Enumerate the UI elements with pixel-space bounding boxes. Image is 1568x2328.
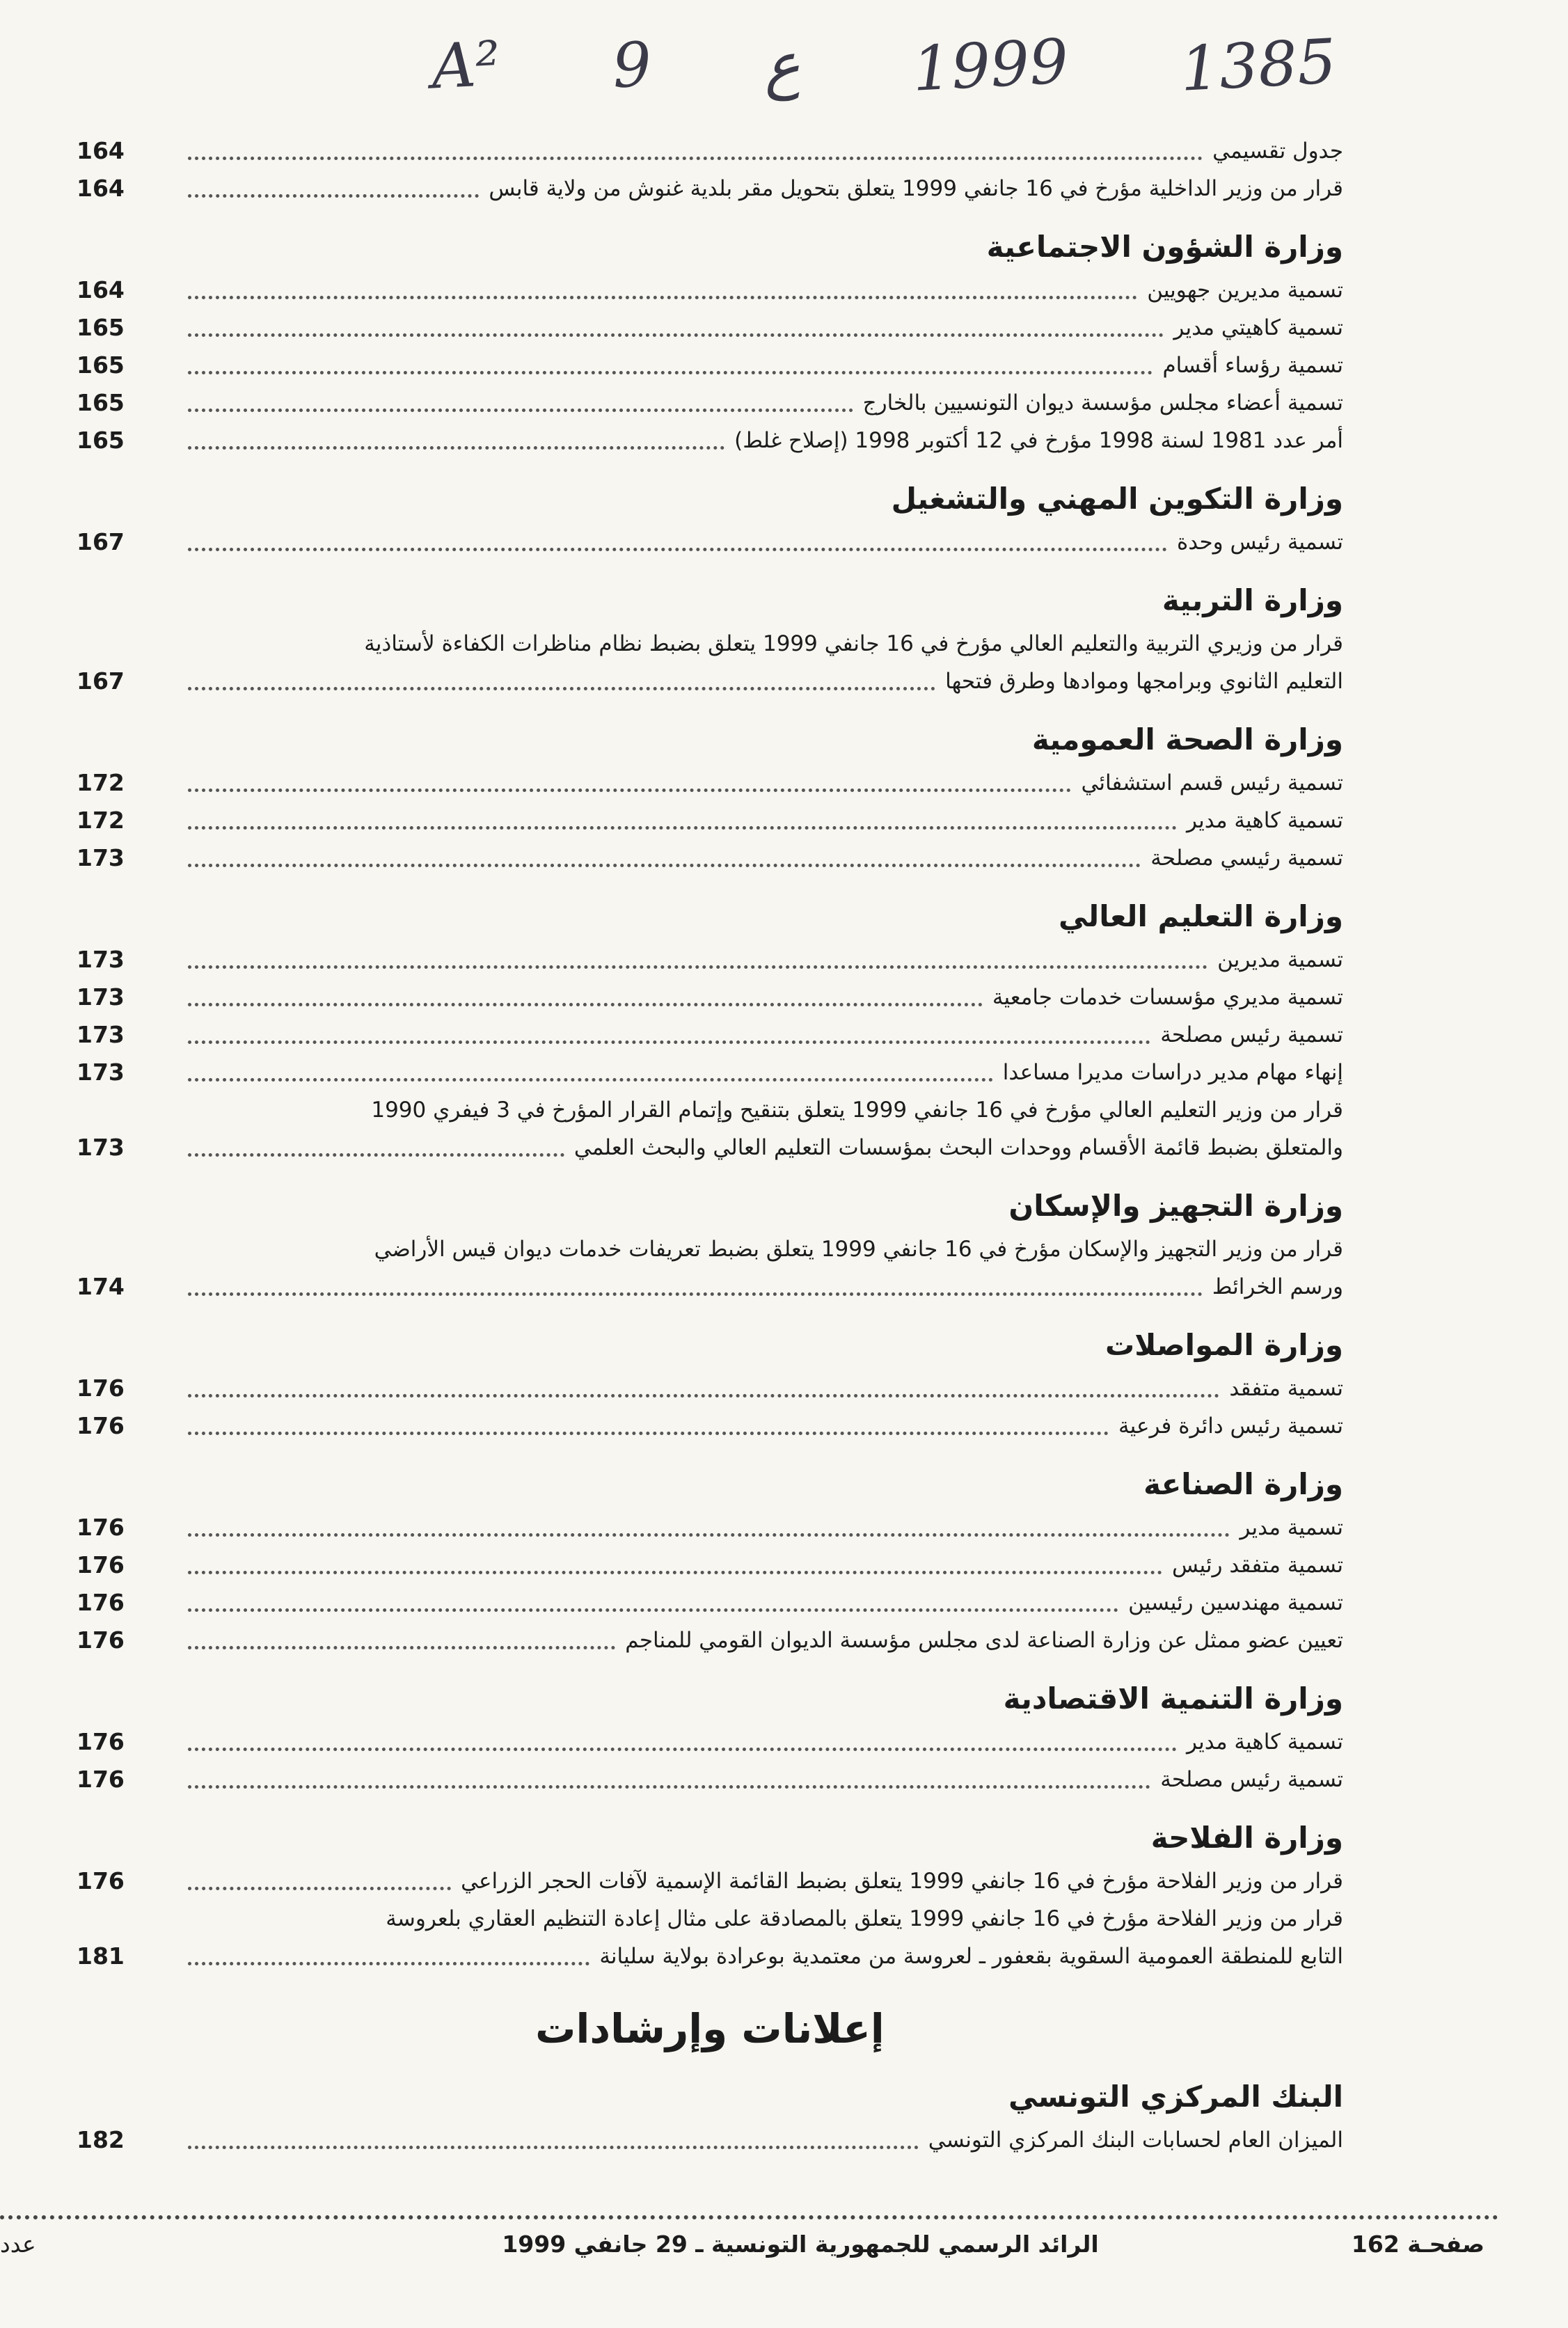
- entry-text: تسمية كاهيتي مدير: [1173, 315, 1343, 340]
- dot-leader: [188, 194, 479, 198]
- entry-text: تسمية مدير: [1240, 1515, 1343, 1540]
- entry-text: ورسم الخرائط: [1212, 1274, 1343, 1299]
- note-part: A²: [429, 26, 502, 103]
- section-title: وزارة التعليم العالي: [1058, 899, 1343, 933]
- toc-entry[interactable]: [77, 384, 1343, 422]
- dot-leader: [188, 157, 1203, 160]
- entry-page-number: 176: [77, 1514, 125, 1541]
- entry-page-number: 172: [77, 807, 125, 834]
- entry-text: تسمية رئيس قسم استشفائي: [1081, 770, 1343, 795]
- dot-leader: [188, 864, 1141, 867]
- toc-section: [77, 576, 1343, 700]
- entry-page-number: 173: [77, 946, 125, 973]
- section-title: وزارة الفلاحة: [1150, 1821, 1343, 1855]
- toc-entry[interactable]: [77, 1938, 1343, 1975]
- entry-text: أمر عدد 1981 لسنة 1998 مؤرخ في 12 أكتوبر 1998 (إصلاح غلط): [734, 428, 1343, 453]
- toc-entry[interactable]: [77, 1054, 1343, 1091]
- entry-text: إنهاء مهام مدير دراسات مديرا مساعدا: [1002, 1060, 1343, 1085]
- toc-entry[interactable]: [77, 271, 1343, 309]
- dot-leader: [188, 1608, 1118, 1612]
- dot-leader: [188, 1646, 615, 1649]
- dot-leader: [188, 1533, 1230, 1537]
- toc-section: [77, 223, 1343, 459]
- dot-leader: [188, 1003, 983, 1006]
- toc-section: [77, 1460, 1343, 1659]
- entry-page-number: 164: [77, 175, 125, 202]
- toc-entry-line: [77, 1900, 1343, 1938]
- dot-leader: [188, 1887, 451, 1890]
- toc-entry[interactable]: [77, 1584, 1343, 1622]
- dot-leader: [188, 965, 1207, 969]
- toc-entry[interactable]: [77, 1509, 1343, 1546]
- toc-entry[interactable]: [77, 979, 1343, 1016]
- toc-entry[interactable]: [77, 663, 1343, 700]
- entry-page-number: 176: [77, 1412, 125, 1439]
- entry-page-number: 182: [77, 2126, 125, 2153]
- entry-page-number: 174: [77, 1273, 125, 1300]
- note-part: 1999: [910, 24, 1070, 105]
- section-title: وزارة التجهيز والإسكان: [1008, 1189, 1343, 1223]
- dot-leader: [188, 1292, 1203, 1296]
- dot-leader: [188, 333, 1164, 337]
- toc-entry[interactable]: [77, 839, 1343, 877]
- section-title: وزارة التكوين المهني والتشغيل: [891, 482, 1343, 516]
- entry-text: تسمية أعضاء مجلس مؤسسة ديوان التونسيين بالخارج: [862, 390, 1343, 415]
- toc-section: [77, 1814, 1343, 1975]
- dot-leader: [188, 1962, 589, 1965]
- dot-leader: [188, 687, 935, 690]
- toc-entry[interactable]: [77, 523, 1343, 561]
- footer-divider: [0, 2215, 1498, 2219]
- toc-entry[interactable]: [77, 309, 1343, 347]
- toc-entry[interactable]: [77, 1761, 1343, 1798]
- entry-page-number: 173: [77, 1134, 125, 1161]
- entry-page-number: 176: [77, 1766, 125, 1793]
- entry-page-number: 165: [77, 351, 125, 379]
- toc-entry[interactable]: [77, 347, 1343, 384]
- entry-text: تسمية رئيس مصلحة: [1160, 1022, 1343, 1047]
- dot-leader: [188, 1785, 1150, 1789]
- toc-entry-line: [77, 625, 1343, 663]
- dot-leader: [188, 446, 724, 450]
- entry-page-number: 176: [77, 1551, 125, 1578]
- toc-section: [77, 132, 1343, 207]
- dot-leader: [188, 1153, 564, 1157]
- entry-page-number: 176: [77, 1867, 125, 1894]
- entry-page-number: 173: [77, 1021, 125, 1048]
- section-title: وزارة المواصلات: [1104, 1328, 1343, 1362]
- dot-leader: [188, 1078, 993, 1082]
- entry-text: قرار من وزير التعليم العالي مؤرخ في 16 جانفي 1999 يتعلق بتنقيح وإتمام القرار المؤرخ في 3 فيفري 1990: [371, 1098, 1343, 1123]
- entry-page-number: 176: [77, 1626, 125, 1654]
- toc-section: [77, 1674, 1343, 1798]
- dot-leader: [188, 826, 1177, 830]
- entry-text: تسمية مديرين: [1217, 947, 1343, 972]
- entry-page-number: 173: [77, 844, 125, 871]
- toc-entry[interactable]: [77, 1862, 1343, 1900]
- dot-leader: [188, 789, 1071, 792]
- toc-entry[interactable]: [77, 1370, 1343, 1407]
- dot-leader: [188, 1040, 1150, 1044]
- toc-entry[interactable]: [77, 2121, 1343, 2159]
- entry-text: التابع للمنطقة العمومية السقوية بقعفور ـ لعروسة من معتمدية بوعرادة بولاية سليانة: [599, 1944, 1343, 1969]
- entry-text: تسمية مديري مؤسسات خدمات جامعية: [992, 985, 1343, 1010]
- dot-leader: [188, 1571, 1162, 1574]
- entry-text: قرار من وزير الداخلية مؤرخ في 16 جانفي 1999 يتعلق بتحويل مقر بلدية غنوش من ولاية قابس: [489, 176, 1343, 201]
- toc-section: [77, 892, 1343, 1166]
- toc-entry[interactable]: [77, 422, 1343, 459]
- toc-entry[interactable]: [77, 1129, 1343, 1166]
- entry-text: قرار من وزيري التربية والتعليم العالي مؤرخ في 16 جانفي 1999 يتعلق بضبط نظام مناظرات الكفاءة لأستاذية: [364, 631, 1343, 656]
- entry-page-number: 164: [77, 276, 125, 303]
- entry-text: تسمية متفقد: [1229, 1376, 1343, 1401]
- section-title: البنك المركزي التونسي: [1008, 2080, 1343, 2114]
- handwritten-reference-note: [431, 26, 1336, 103]
- entry-page-number: 164: [77, 137, 125, 164]
- toc-entry[interactable]: [77, 1407, 1343, 1445]
- entry-text: التعليم الثانوي وبرامجها وموادها وطرق فتحها: [945, 669, 1343, 694]
- entry-text: تسمية كاهية مدير: [1186, 808, 1343, 833]
- entry-page-number: 165: [77, 427, 125, 454]
- entry-page-number: 173: [77, 1059, 125, 1086]
- note-part: ع: [761, 28, 802, 102]
- entry-page-number: 167: [77, 528, 125, 555]
- toc-entry[interactable]: [77, 1268, 1343, 1306]
- toc-entry[interactable]: [77, 1622, 1343, 1659]
- note-part: 9: [610, 28, 654, 102]
- entry-text: تسمية مديرين جهويين: [1147, 278, 1343, 303]
- toc-entry[interactable]: [77, 941, 1343, 979]
- section-title: وزارة الشؤون الاجتماعية: [986, 230, 1343, 264]
- entry-text: تعيين عضو ممثل عن وزارة الصناعة لدى مجلس مؤسسة الديوان القومي للمناجم: [625, 1628, 1343, 1653]
- entry-text: قرار من وزير الفلاحة مؤرخ في 16 جانفي 1999 يتعلق بضبط القائمة الإسمية لآفات الحجر الزراعي: [461, 1869, 1343, 1894]
- toc-entry-line: [77, 1230, 1343, 1268]
- entry-text: الميزان العام لحسابات البنك المركزي التونسي: [928, 2128, 1343, 2153]
- entry-text: تسمية مهندسين رئيسين: [1128, 1590, 1343, 1615]
- toc-entry-line: [77, 1091, 1343, 1129]
- toc-entry[interactable]: [77, 1546, 1343, 1584]
- entry-page-number: 173: [77, 983, 125, 1011]
- page-footer: [0, 2231, 1526, 2272]
- toc-entry[interactable]: [77, 764, 1343, 802]
- dot-leader: [188, 1432, 1109, 1435]
- entry-page-number: 167: [77, 667, 125, 695]
- section-title: وزارة الصحة العمومية: [1031, 722, 1343, 757]
- entry-page-number: 181: [77, 1942, 125, 1970]
- toc-section: [77, 1321, 1343, 1445]
- entry-page-number: 165: [77, 314, 125, 341]
- note-part: 1385: [1178, 24, 1338, 105]
- entry-text: تسمية رئيس دائرة فرعية: [1118, 1414, 1343, 1439]
- table-of-contents: [77, 132, 1343, 2174]
- dot-leader: [188, 1394, 1219, 1397]
- entry-page-number: 176: [77, 1375, 125, 1402]
- toc-entry[interactable]: [77, 1723, 1343, 1761]
- entry-text: تسمية رئيس وحدة: [1176, 530, 1343, 555]
- dot-leader: [188, 371, 1153, 374]
- announcements-heading: إعلانات وإرشادات: [535, 2005, 885, 2052]
- footer-journal-title: الرائد الرسمي للجمهورية التونسية ـ 29 جانفي 1999: [502, 2231, 1099, 2258]
- entry-page-number: 176: [77, 1589, 125, 1616]
- entry-text: قرار من وزير التجهيز والإسكان مؤرخ في 16 جانفي 1999 يتعلق بضبط تعريفات خدمات ديوان قيس الأراضي: [374, 1237, 1343, 1262]
- toc-section: [77, 1182, 1343, 1306]
- toc-section: [77, 715, 1343, 877]
- dot-leader: [188, 548, 1167, 551]
- dot-leader: [188, 2146, 919, 2149]
- section-title: وزارة التربية: [1162, 583, 1343, 617]
- toc-section: [77, 475, 1343, 561]
- entry-page-number: 165: [77, 389, 125, 416]
- dot-leader: [188, 1748, 1177, 1751]
- entry-text: تسمية رئيسي مصلحة: [1150, 846, 1343, 871]
- entry-text: والمتعلق بضبط قائمة الأقسام ووحدات البحث بمؤسسات التعليم العالي والبحث العلمي: [573, 1135, 1343, 1160]
- toc-entry[interactable]: [77, 1016, 1343, 1054]
- announcements-section: [77, 1990, 1343, 2159]
- entry-text: تسمية رؤساء أقسام: [1162, 353, 1343, 378]
- entry-text: تسمية متفقد رئيس: [1172, 1553, 1343, 1578]
- section-title: وزارة التنمية الاقتصادية: [1003, 1681, 1343, 1716]
- toc-entry[interactable]: [77, 802, 1343, 839]
- toc-entry[interactable]: [77, 170, 1343, 207]
- dot-leader: [188, 296, 1137, 299]
- entry-text: جدول تقسيمي: [1212, 138, 1343, 164]
- footer-page-number: صفحـة 162: [1351, 2231, 1484, 2258]
- entry-text: تسمية كاهية مدير: [1186, 1729, 1343, 1755]
- dot-leader: [188, 409, 853, 412]
- section-title: وزارة الصناعة: [1143, 1467, 1343, 1501]
- toc-entry[interactable]: [77, 132, 1343, 170]
- entry-text: قرار من وزير الفلاحة مؤرخ في 16 جانفي 1999 يتعلق بالمصادقة على مثال إعادة التنظيم العقاري بلعروسة: [386, 1906, 1343, 1931]
- entry-text: تسمية رئيس مصلحة: [1160, 1767, 1343, 1792]
- entry-page-number: 172: [77, 769, 125, 796]
- footer-issue-label: عدد: [0, 2231, 36, 2258]
- entry-page-number: 176: [77, 1728, 125, 1755]
